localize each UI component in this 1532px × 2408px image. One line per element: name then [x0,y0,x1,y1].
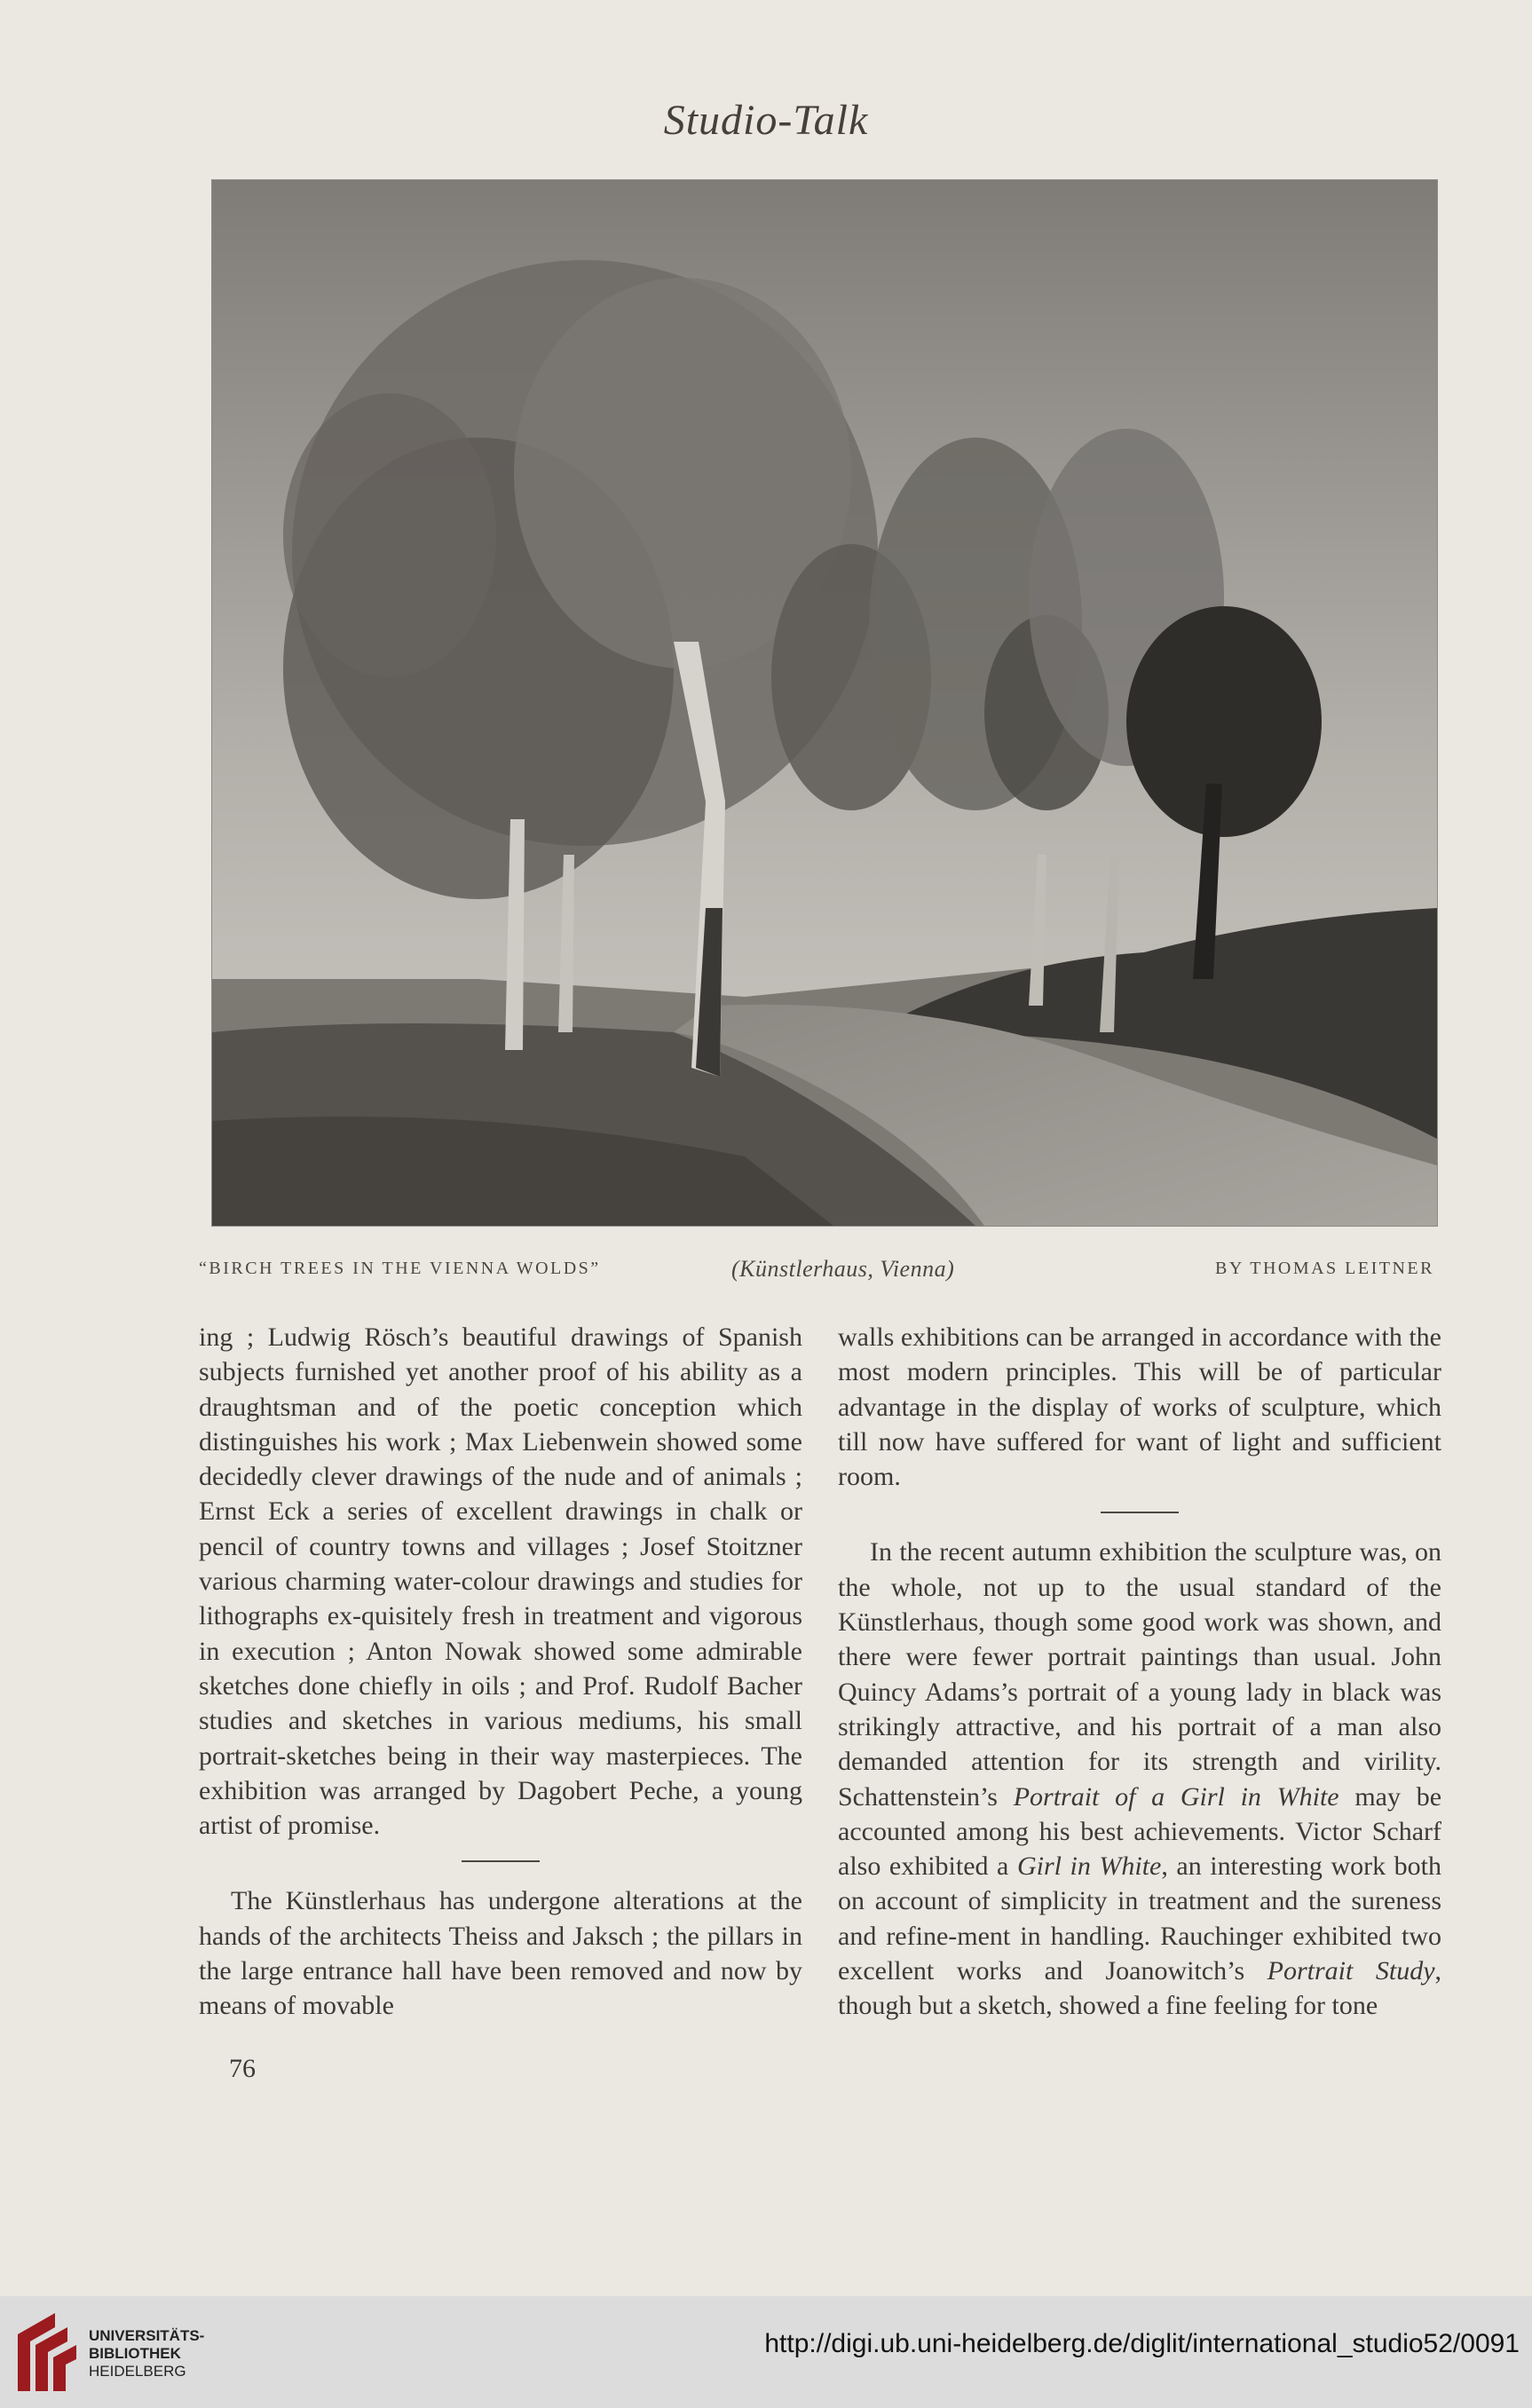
right-paragraph-1: walls exhibitions can be arranged in accordance with the most modern principles. This will be of particular advantage in the display of works of sculpture, which till now have suffered for want of light and sufficient room. [838,1322,1441,1492]
birch-trees-photograph [211,179,1438,1227]
artwork-title: Portrait of a Girl in White [1013,1781,1339,1812]
text-run: , though but a sketch, showed a fine feeling for tone [838,1956,1442,2021]
right-column [838,1320,1441,2024]
text-run: In the recent autumn exhibition the sculpture was, on the whole, not up to the usual standard of the Künstlerhaus, though some good work was shown, and there were fewer portrait paintings than usual. John Quincy Adams’s portrait of a young lady in black was strikingly attractive, and his portrait of a man also demanded attention for its strength and virility. Schattenstein’s [838,1537,1441,1812]
running-title: Studio-Talk [663,97,869,144]
artwork-title: Portrait Study [1267,1956,1435,1986]
text-run: , an interesting work both on account of simplicity in treatment and the sureness and refine-ment in handling. Rauchinger exhibited two excellent works and Joanowitch’s [838,1851,1441,1986]
section-divider [462,1860,540,1862]
library-logo-icon [12,2309,82,2395]
right-paragraph-2 [838,1535,1441,2023]
caption-title: “BIRCH TREES IN THE VIENNA WOLDS” [199,1259,601,1278]
library-line-1: UNIVERSITÄTS- [89,2327,205,2344]
library-name [89,2327,204,2380]
artwork-title: Girl in White [1016,1851,1162,1882]
page-number: 76 [229,2054,256,2083]
section-divider [1101,1512,1179,1513]
left-paragraph-2: The Künstlerhaus has undergone alterations at the hands of the architects Theiss and Jaksch ; the pillars in the large entrance hall have been removed and now by means of movable [199,1886,802,2021]
text-run: may be accounted among his best achievements. Victor Scharf also exhibited a [838,1781,1442,1882]
library-line-3: HEIDELBERG [89,2363,186,2380]
caption-source: (Künstlerhaus, Vienna) [731,1256,955,1282]
left-column [199,1320,802,2024]
library-line-2: BIBLIOTHEK [89,2345,181,2362]
source-url-link[interactable]: http://digi.ub.uni-heidelberg.de/diglit/international_studio52/0091 [764,2329,1520,2358]
plate-caption [199,1256,1434,1285]
caption-credit: BY THOMAS LEITNER [1215,1259,1434,1278]
left-paragraph-1: ing ; Ludwig Rösch’s beautiful drawings of Spanish subjects furnished yet another proof of his ability as a draughtsman and of the poetic conception which distinguishes his work ; Max Liebenwein showed some decidedly clever drawings of the nude and of animals ; Ernst Eck a series of excellent drawings in chalk or pencil of country towns and villages ; Josef Stoitzner various charming water-colour drawings and studies for lithographs ex-quisitely fresh in treatment and vigorous in execution ; Anton Nowak showed some admirable sketches done chiefly in oils ; and Prof. Rudolf Bacher studies and sketches in various mediums, his small portrait-sketches being in their way masterpieces. The exhibition was arranged by Dagobert Peche, a young artist of promise. [199,1322,802,1841]
